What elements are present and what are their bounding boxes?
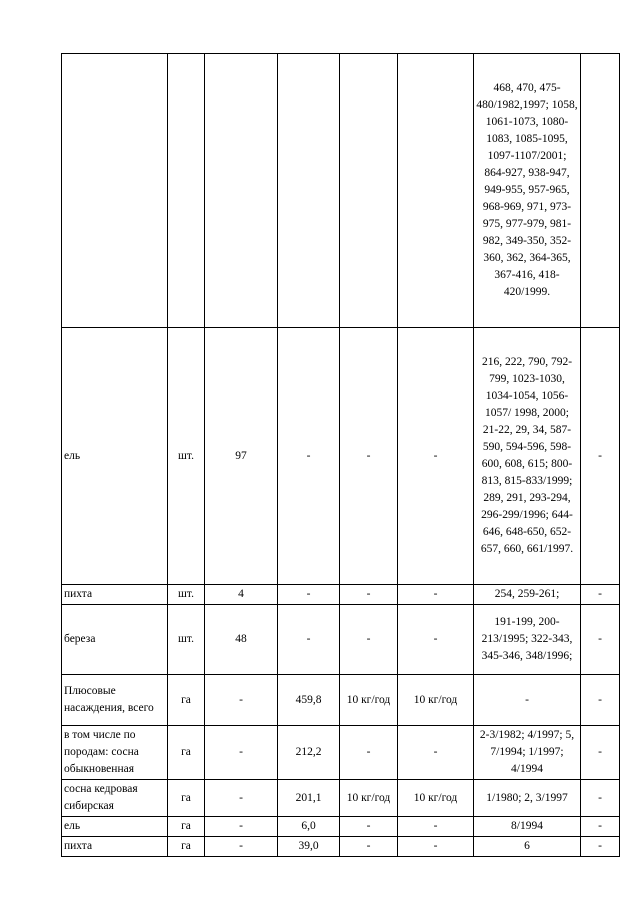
value-cell: - <box>398 837 474 857</box>
reference-cell: 8/1994 <box>474 817 581 837</box>
table-row <box>62 328 620 585</box>
reference-cell: 6 <box>474 837 581 857</box>
table-row <box>62 780 620 817</box>
species-cell <box>62 54 168 328</box>
species-cell: береза <box>62 605 168 675</box>
value-cell <box>398 54 474 328</box>
value-cell: 10 кг/год <box>340 675 398 726</box>
value-cell: - <box>581 675 620 726</box>
species-cell: пихта <box>62 585 168 605</box>
value-cell: 201,1 <box>278 780 340 817</box>
table-row <box>62 817 620 837</box>
value-cell: - <box>278 585 340 605</box>
reference-cell: 191-199, 200-213/1995; 322-343, 345-346, 348/1996; <box>474 605 581 675</box>
unit-cell: га <box>168 780 205 817</box>
species-cell: ель <box>62 817 168 837</box>
value-cell: 48 <box>205 605 278 675</box>
unit-cell: шт. <box>168 585 205 605</box>
value-cell: - <box>581 726 620 780</box>
value-cell: - <box>205 817 278 837</box>
value-cell: - <box>340 726 398 780</box>
value-cell: - <box>398 817 474 837</box>
value-cell: - <box>581 328 620 585</box>
value-cell <box>205 54 278 328</box>
table-row <box>62 837 620 857</box>
value-cell: - <box>340 585 398 605</box>
value-cell: - <box>205 675 278 726</box>
value-cell: - <box>581 817 620 837</box>
value-cell <box>581 54 620 328</box>
value-cell <box>340 54 398 328</box>
species-cell: сосна кедровая сибирская <box>62 780 168 817</box>
value-cell: - <box>581 605 620 675</box>
value-cell: 10 кг/год <box>398 675 474 726</box>
unit-cell: шт. <box>168 328 205 585</box>
value-cell: - <box>398 726 474 780</box>
value-cell: - <box>581 585 620 605</box>
reference-cell: - <box>474 675 581 726</box>
value-cell: - <box>581 837 620 857</box>
value-cell: 97 <box>205 328 278 585</box>
table-row <box>62 54 620 328</box>
species-cell: ель <box>62 328 168 585</box>
value-cell: 39,0 <box>278 837 340 857</box>
value-cell: 10 кг/год <box>340 780 398 817</box>
reference-cell: 216, 222, 790, 792-799, 1023-1030, 1034-1054, 1056-1057/ 1998, 2000; 21-22, 29, 34, 587-590, 594-596, 598-600, 608, 615; 800-813, 815-833/1999; 289, 291, 293-294, 296-299/1996; 644-646, 648-650, 652-657, 660, 661/1997. <box>474 328 581 585</box>
value-cell: 4 <box>205 585 278 605</box>
species-cell: в том числе по породам: сосна обыкновенная <box>62 726 168 780</box>
reference-cell: 1/1980; 2, 3/1997 <box>474 780 581 817</box>
species-cell: Плюсовые насаждения, всего <box>62 675 168 726</box>
unit-cell <box>168 54 205 328</box>
species-cell: пихта <box>62 837 168 857</box>
value-cell: - <box>340 837 398 857</box>
value-cell: - <box>340 605 398 675</box>
value-cell: 212,2 <box>278 726 340 780</box>
value-cell: - <box>205 780 278 817</box>
value-cell: - <box>581 780 620 817</box>
value-cell: - <box>278 605 340 675</box>
unit-cell: га <box>168 817 205 837</box>
data-table <box>61 53 620 857</box>
table-row <box>62 585 620 605</box>
value-cell: 6,0 <box>278 817 340 837</box>
table-row <box>62 605 620 675</box>
value-cell: - <box>340 817 398 837</box>
value-cell: - <box>398 605 474 675</box>
table-row <box>62 726 620 780</box>
value-cell: - <box>205 726 278 780</box>
unit-cell: га <box>168 837 205 857</box>
unit-cell: шт. <box>168 605 205 675</box>
value-cell <box>278 54 340 328</box>
table-row <box>62 675 620 726</box>
unit-cell: га <box>168 726 205 780</box>
value-cell: 459,8 <box>278 675 340 726</box>
value-cell: - <box>205 837 278 857</box>
value-cell: - <box>278 328 340 585</box>
reference-cell: 468, 470, 475-480/1982,1997; 1058, 1061-1073, 1080-1083, 1085-1095, 1097-1107/2001; 864-927, 938-947, 949-955, 957-965, 968-969, 971, 973-975, 977-979, 981-982, 349-350, 352-360, 362, 364-365, 367-416, 418-420/1999. <box>474 54 581 328</box>
value-cell: - <box>398 328 474 585</box>
value-cell: - <box>340 328 398 585</box>
reference-cell: 2-3/1982; 4/1997; 5, 7/1994; 1/1997; 4/1994 <box>474 726 581 780</box>
value-cell: - <box>398 585 474 605</box>
reference-cell: 254, 259-261; <box>474 585 581 605</box>
unit-cell: га <box>168 675 205 726</box>
value-cell: 10 кг/год <box>398 780 474 817</box>
